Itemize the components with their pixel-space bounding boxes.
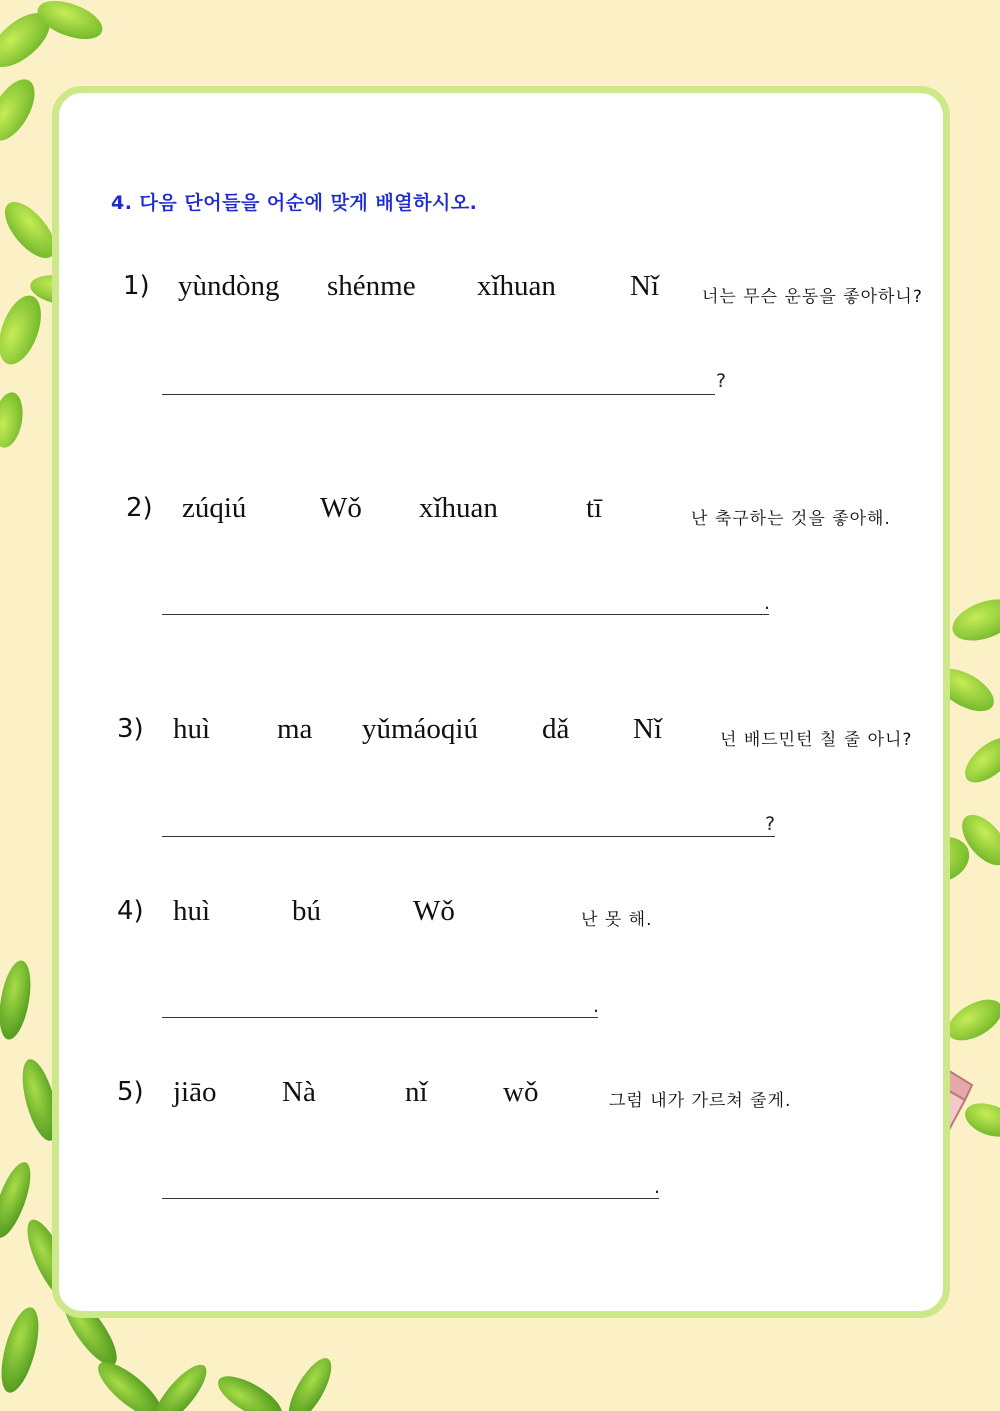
answer-ending: ? [716,370,727,392]
pinyin-word: Wǒ [413,895,455,927]
question-number: 2) [126,493,153,523]
pinyin-word: yùndòng [178,270,280,302]
answer-ending: . [764,592,771,614]
pinyin-word: ma [277,713,313,745]
pinyin-word: Nà [282,1076,316,1108]
answer-ending: . [593,995,600,1017]
korean-translation: 넌 배드민턴 칠 줄 아니? [720,730,913,750]
pinyin-word: yǔmáoqiú [362,713,478,745]
pinyin-word: dǎ [542,713,570,745]
pinyin-word: Wǒ [320,492,362,524]
pinyin-word: zúqiú [182,492,247,524]
pinyin-word: bú [292,895,321,927]
pinyin-word: xǐhuan [477,270,556,302]
pinyin-word: Nǐ [630,270,659,302]
question-number: 1) [123,271,150,301]
answer-ending: ? [765,813,776,835]
instruction-heading: 4. 다음 단어들을 어순에 맞게 배열하시오. [111,192,478,214]
pinyin-word: tī [586,492,603,524]
pinyin-word: wǒ [503,1076,539,1108]
answer-ending: . [654,1176,661,1198]
answer-line[interactable] [162,836,775,837]
question-number: 5) [117,1077,144,1107]
pinyin-word: xǐhuan [419,492,498,524]
korean-translation: 그럼 내가 가르쳐 줄게. [609,1091,792,1111]
question-number: 3) [117,714,144,744]
pinyin-word: jiāo [173,1076,217,1108]
pinyin-word: huì [173,895,211,927]
pinyin-word: huì [173,713,211,745]
answer-line[interactable] [162,1198,659,1199]
answer-line[interactable] [162,614,769,615]
answer-line[interactable] [162,1017,598,1018]
korean-translation: 난 축구하는 것을 좋아해. [691,509,891,529]
korean-translation: 난 못 해. [581,910,653,930]
pinyin-word: Nǐ [633,713,662,745]
pinyin-word: nǐ [405,1076,428,1108]
question-number: 4) [117,896,144,926]
korean-translation: 너는 무슨 운동을 좋아하니? [702,287,923,307]
answer-line[interactable] [162,394,715,395]
pinyin-word: shénme [327,270,416,302]
